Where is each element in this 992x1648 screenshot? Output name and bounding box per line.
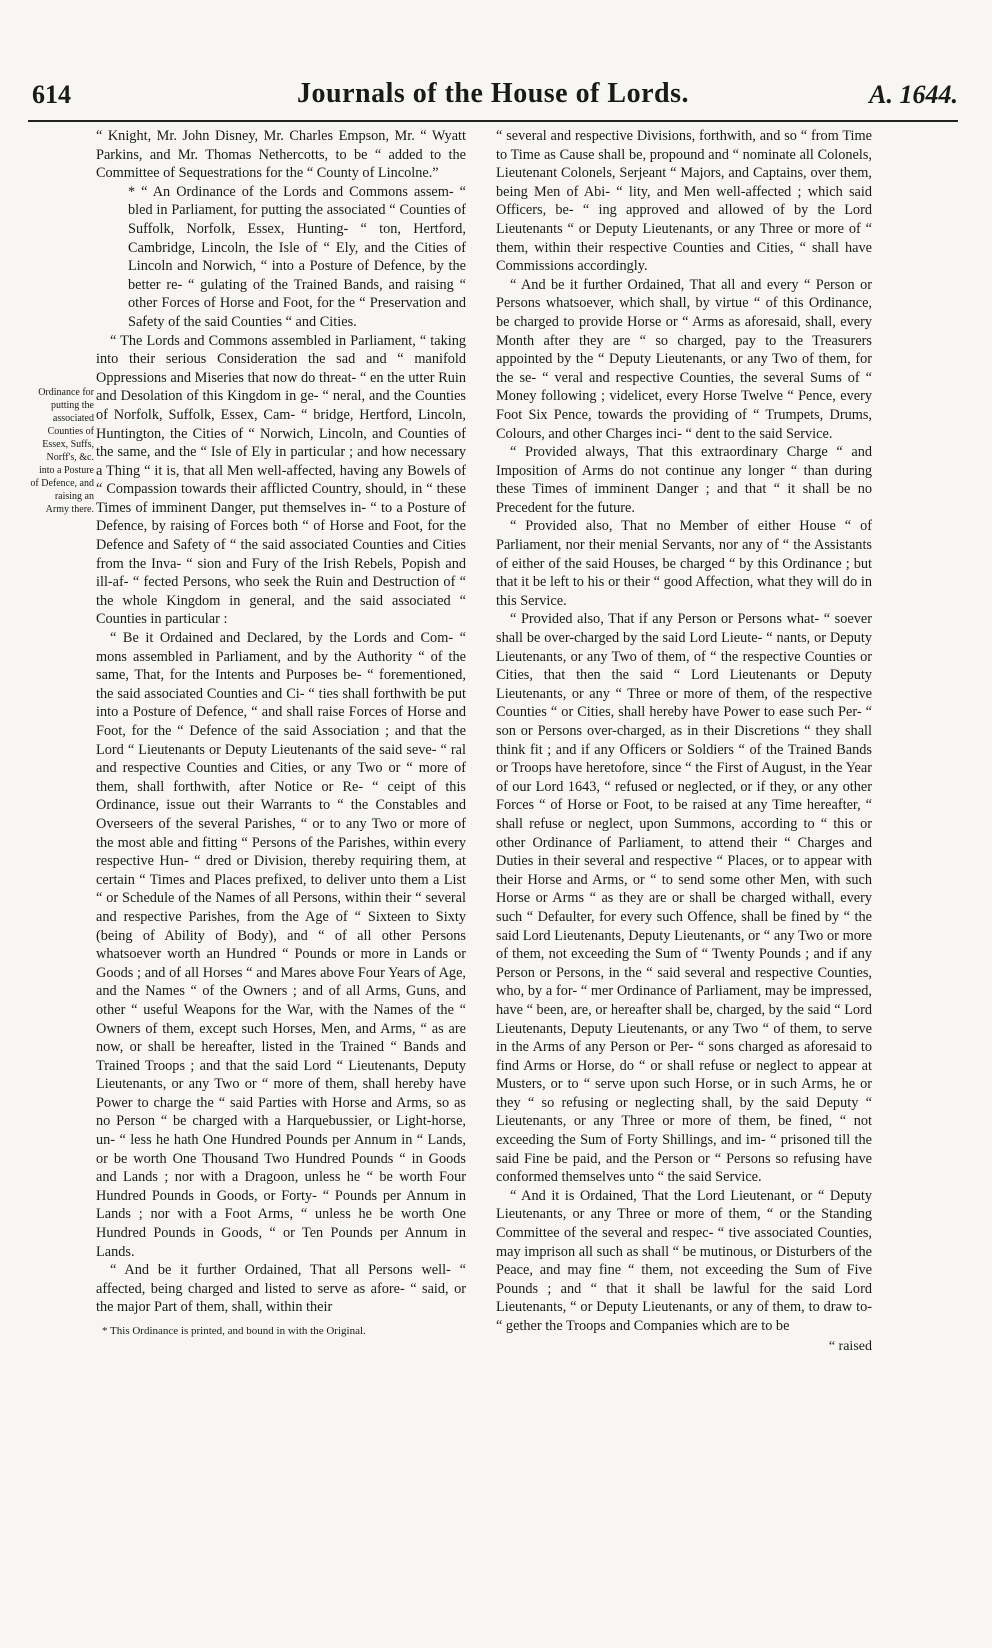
paragraph: “ And be it further Ordained, That all Persons well- “ affected, being charged and listed to serve as afore- “ said, or the major Part of them, shall, within their	[96, 1262, 466, 1316]
footnote: * This Ordinance is printed, and bound in with the Original.	[102, 1325, 366, 1337]
paragraph: “ several and respective Divisions, forthwith, and so “ from Time to Time as Cause shall be, propound and “ nominate all Colonels, Lieutenant Colonels, Serjeant “ Majors, and Captains, over them, being Men of Abi- “ lity, and Men well-affected ; which said Officers, be- “ ing approved and allowed of by the Lord Lieutenants “ or Deputy Lieutenants, or any Three or more of “ them, within their respective Counties and Cities, “ shall have Commissions accordingly.	[496, 128, 872, 275]
right-column	[496, 127, 872, 1356]
page-number: 614	[32, 80, 71, 109]
catchword: “ raised	[828, 1338, 872, 1354]
paragraph: “ Provided always, That this extraordinary Charge “ and Imposition of Arms do not continue any longer “ than during these Times of imminent Danger ; and that “ it shall be no Precedent for the future.	[496, 444, 872, 516]
ordinance-title: * “ An Ordinance of the Lords and Commons assem- “ bled in Parliament, for putting the associated “ Counties of Suffolk, Norfolk, Essex, Hunting- “ ton, Hertford, Cambridge, Lincoln, the Isle of “ Ely, and the Cities of Lincoln and Norwich, “ into a Posture of Defence, by the better re- “ gulating of the Trained Bands, and raising “ other Forces of Horse and Foot, for the “ Preservation and Safety of the said Counties “ and Cities.	[128, 183, 466, 330]
paragraph: “ Provided also, That no Member of either House “ of Parliament, nor their menial Servants, nor any of “ the Assistants of either of the said Houses, be charged “ by this Ordinance ; but that it be left to his or their “ good Affection, what they will do in this Service.	[496, 518, 872, 609]
paragraph: “ And it is Ordained, That the Lord Lieutenant, or “ Deputy Lieutenants, or any Three or more of them, “ or the Standing Committee of the several and respec- “ tive associated Counties, may imprison all such as shall “ be mutinous, or Disturbers of the Peace, and may fine “ them, not exceeding the Sum of Five Pounds ; and “ that it shall be lawful for the said Lord Lieutenants, “ or Deputy Lieutenants, or any of them, to draw to- “ gether the Troops and Companies which are to be	[496, 1187, 872, 1334]
running-title: Journals of the House of Lords.	[297, 78, 689, 109]
paragraph: “ Knight, Mr. John Disney, Mr. Charles Empson, Mr. “ Wyatt Parkins, and Mr. Thomas Nethercotts, to be “ added to the Committee of Sequestrations for the “ County of Lincolne.”	[96, 128, 466, 182]
left-column	[96, 127, 466, 1339]
header-rule	[28, 120, 958, 122]
paragraph: “ The Lords and Commons assembled in Parliament, “ taking into their serious Consideration the sad and “ manifold Oppressions and Miseries that now do threat- “ en the utter Ruin and Desolation of this Kingdom in ge- “ neral, and the Counties of Norfolk, Suffolk, Essex, Cam- “ bridge, Hertford, Lincoln, Huntington, the Cities of “ Norwich, Lincoln, and Counties of the same, and the “ Isle of Ely in particular ; and how necessary a Thing “ it is, that all Men well-affected, having any Bowels of “ Compassion towards their afflicted Country, should, in “ these Times of imminent Danger, put themselves in- “ to a Posture of Defence, by raising of Forces both “ of Horse and Foot, for the Defence and Safety of “ the said associated Counties and Cities from the Inva- “ sion and Fury of the Irish Rebels, Popish and ill-af- “ fected Persons, who seek the Ruin and Destruction of “ the whole Kingdom in general, and the said associated “ Counties in particular :	[96, 332, 466, 628]
paragraph: “ Be it Ordained and Declared, by the Lords and Com- “ mons assembled in Parliament, and by the Authority “ of the same, That, for the Intents and Purposes be- “ forementioned, the said associated Counties and Ci- “ ties shall forthwith be put into a Posture of Defence, “ and shall raise Forces of Horse and Foot, for the “ Defence of the said Association ; and that the Lord “ Lieutenants or Deputy Lieutenants of the said seve- “ ral and respective Counties and Cities, or any Two or “ more of them, shall forthwith, after Notice or Re- “ ceipt of this Ordinance, issue out their Warrants to “ the Constables and Overseers of the several Parishes, “ or to any Two or more of the most able and fitting “ Persons of the Parishes, within every respective Hun- “ dred or Division, thereby requiring them, at certain “ Times and Places prefixed, to deliver unto them a List “ or Schedule of the Names of all Persons, within their “ several and respective Parishes, from the Age of “ Sixteen to Sixty (being of Ability of Body), and “ of all other Persons whatsoever worth an Hundred “ Pounds or more in Lands or Goods ; and of all Horses “ and Mares above Four Years of Age, and the Names “ of the Owners ; and of all Arms, Guns, and other “ useful Weapons for the War, with the Names of the “ Owners of them, except such Horses, Men, and Arms, “ as are now, or shall be hereafter, listed in the Trained “ Bands and Trained Troops ; and that the said Lord “ Lieutenants, Deputy Lieutenants, or any Two or “ more of them, shall hereby have Power to charge the “ said Parties with Horse and Arms, so as no Person “ be charged with a Harquebussier, or Light-horse, un- “ less he hath One Hundred Pounds per Annum in “ Lands, or be worth One Thousand Two Hundred Pounds “ in Goods and Lands ; nor with a Dragoon, unless he “ be worth Four Hundred Pounds in Goods, or Forty- “ Pounds per Annum in Lands ; nor with a Foot Arms, “ unless he be worth One Hundred Pounds in Goods, “ or Ten Pounds per Annum in Lands.	[96, 630, 466, 1260]
margin-note: Ordinance for putting the associated Counties of Essex, Suffs, Norff's, &c. into a Posture of Defence, and raising an Army there.	[30, 387, 94, 515]
paragraph: “ And be it further Ordained, That all and every “ Person or Persons whatsoever, which shall, by virtue “ of this Ordinance, be charged to provide Horse or “ Arms as aforesaid, shall, every Month after they are “ so charged, pay to the Treasurers appointed by the “ Deputy Lieutenants, or any Two of them, for the se- “ veral and respective Counties, the several Sums of “ Money following ; videlicet, every Horse Twelve “ Pence, every Foot Six Pence, towards the providing of “ Trumpets, Drums, Colours, and other Charges inci- “ dent to the said Service.	[496, 276, 872, 442]
paragraph: “ Provided also, That if any Person or Persons what- “ soever shall be over-charged by the said Lord Lieute- “ nants, or Deputy Lieutenants, or any Two of them, of “ the respective Counties or Cities, that then the said “ Lord Lieutenants or Deputy Lieutenants, or any “ Three or more of them, of the respective Counties “ or Cities, shall hereby have Power to ease such Per- “ son or Persons over-charged, as in their Discretions “ they shall think fit ; and if any Officers or Soldiers “ of the Trained Bands or Troops have heretofore, since “ the First of August, in the Year of our Lord 1643, “ refused or neglected, or if they, or any other Forces “ of Horse or Foot, to be raised at any Time hereafter, “ shall refuse or neglect, upon Summons, according to “ this or other Ordinance of Parliament, to attend their “ Charges and Duties in their several and respective “ Places, or to appear with their Horse and Arms, or “ to send some other Men, with such Horse or Arms “ as they are or shall be charged withall, every such “ Defaulter, for every such Offence, shall be fined by “ the said Lord Lieutenants, Deputy Lieutenants, or “ any Two or more of them, not exceeding the Sum of “ Twenty Pounds ; and if any Person or Persons, in the “ said several and respective Counties, who, by a for- “ mer Ordinance of Parliament, may be impressed, have “ been, are, or hereafter shall be, charged, by the said “ Lord Lieutenants, Deputy Lieutenants, or any Two “ of them, to serve in the Arms of any Person or Per- “ sons charged as aforesaid to find Arms or Horse, do “ or shall refuse or neglect to appear at Musters, or to “ serve upon such Horse, or in such Arms, he or they “ so refusing or neglecting shall, by the said Deputy “ Lieutenants, or any Three or more of them, be fined, “ not exceeding the Sum of Forty Shillings, and im- “ prisoned till the said Fine be paid, and the Person or “ Persons so refusing have conformed themselves unto “ the said Service.	[496, 611, 872, 1186]
year-label: A. 1644.	[869, 80, 958, 109]
page-header	[28, 78, 958, 118]
